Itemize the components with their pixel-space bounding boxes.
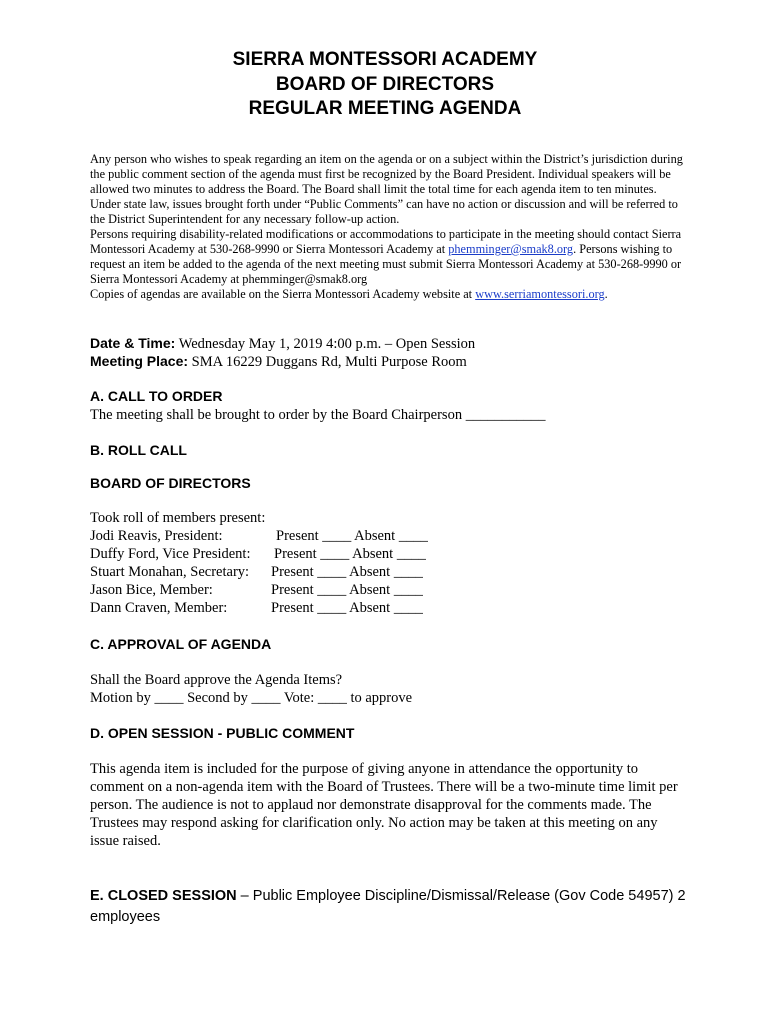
attendance-status: Present ____ Absent ____ [274,546,426,562]
section-d-heading: D. OPEN SESSION - PUBLIC COMMENT [90,725,355,741]
website-link[interactable]: www.serriamontessori.org [475,287,605,301]
member-name: Stuart Monahan, Secretary: [90,564,250,580]
section-c-question: Shall the Board approve the Agenda Items? [90,672,343,688]
section-d-text: This agenda item is included for the purpose of giving anyone in attendance the opportunity to comment on a non-agenda item with the Board of Trustees. There will be a two-minute time limit per person. The audience is not to applaud nor demonstrate disapproval for the comments made. The Trustees may respond asking for clarification only. No action may be taken at this meeting on any issue raised. [90,761,678,849]
accommodations-text-b: . Persons wishing to request an item be added to the agenda of the next meeting must submit Sierra Montessori Academy at 530-268-9990 or Sierra Montessori Academy at phemminger@smak8.org [90,242,682,286]
section-e-text: – Public Employee Discipline/Dismissal/Release (Gov Code 54957) 2 employees [90,888,686,925]
roll-intro: Took roll of members present: [90,510,266,526]
notice-paragraph-website [90,287,690,302]
section-c-heading: C. APPROVAL OF AGENDA [90,636,272,652]
section-a-heading: A. CALL TO ORDER [90,388,223,404]
org-title: SIERRA MONTESSORI ACADEMY [232,49,538,70]
section-a-text: The meeting shall be brought to order by the Board Chairperson ___________ [90,407,546,423]
public-comment-notice [90,152,690,302]
date-time-line [90,335,475,353]
notice-paragraph-accommodations [90,227,690,287]
agenda-title: REGULAR MEETING AGENDA [248,98,522,119]
meeting-place-line [90,353,467,371]
email-link[interactable]: phemminger@smak8.org [448,242,574,256]
accommodations-text-a: Persons requiring disability-related modifications or accommodations to participate in the meeting should contact Sierra Montessori Academy at 530-268-9990 or Sierra Montessori Academy at [90,227,682,256]
attendance-status: Present ____ Absent ____ [276,528,428,544]
member-name: Duffy Ford, Vice President: [90,546,251,562]
section-c-motion: Motion by ____ Second by ____ Vote: ____ to approve [90,690,413,706]
meeting-place-label: Meeting Place: [90,353,189,369]
notice-paragraph-state-law: Under state law, issues brought forth under “Public Comments” can have no action or discussion and will be referred to the District Superintendent for any necessary follow-up action. [90,197,678,226]
member-name: Dann Craven, Member: [90,600,228,616]
date-time-value: Wednesday May 1, 2019 4:00 p.m. – Open Session [175,336,476,352]
attendance-status: Present ____ Absent ____ [271,582,423,598]
notice-paragraph-speakers: Any person who wishes to speak regarding an item on the agenda or on a subject within the District’s jurisdiction during the public comment section of the agenda must first be recognized by the Board President. Individual speakers will be allowed two minutes to address the Board. The Board shall limit the total time for each agenda item to ten minutes. [90,152,683,196]
section-e [90,886,690,928]
section-e-heading: E. CLOSED SESSION [90,888,237,904]
meeting-place-value: SMA 16229 Duggans Rd, Multi Purpose Room [188,354,467,370]
date-time-label: Date & Time: [90,335,176,351]
board-title: BOARD OF DIRECTORS [275,74,495,95]
attendance-status: Present ____ Absent ____ [271,600,423,616]
member-name: Jodi Reavis, President: [90,528,223,544]
section-b-heading: B. ROLL CALL [90,442,187,458]
board-heading: BOARD OF DIRECTORS [90,475,251,491]
member-name: Jason Bice, Member: [90,582,213,598]
attendance-status: Present ____ Absent ____ [271,564,423,580]
website-text-b: . [604,287,608,301]
website-text-a: Copies of agendas are available on the Sierra Montessori Academy website at [90,287,476,301]
